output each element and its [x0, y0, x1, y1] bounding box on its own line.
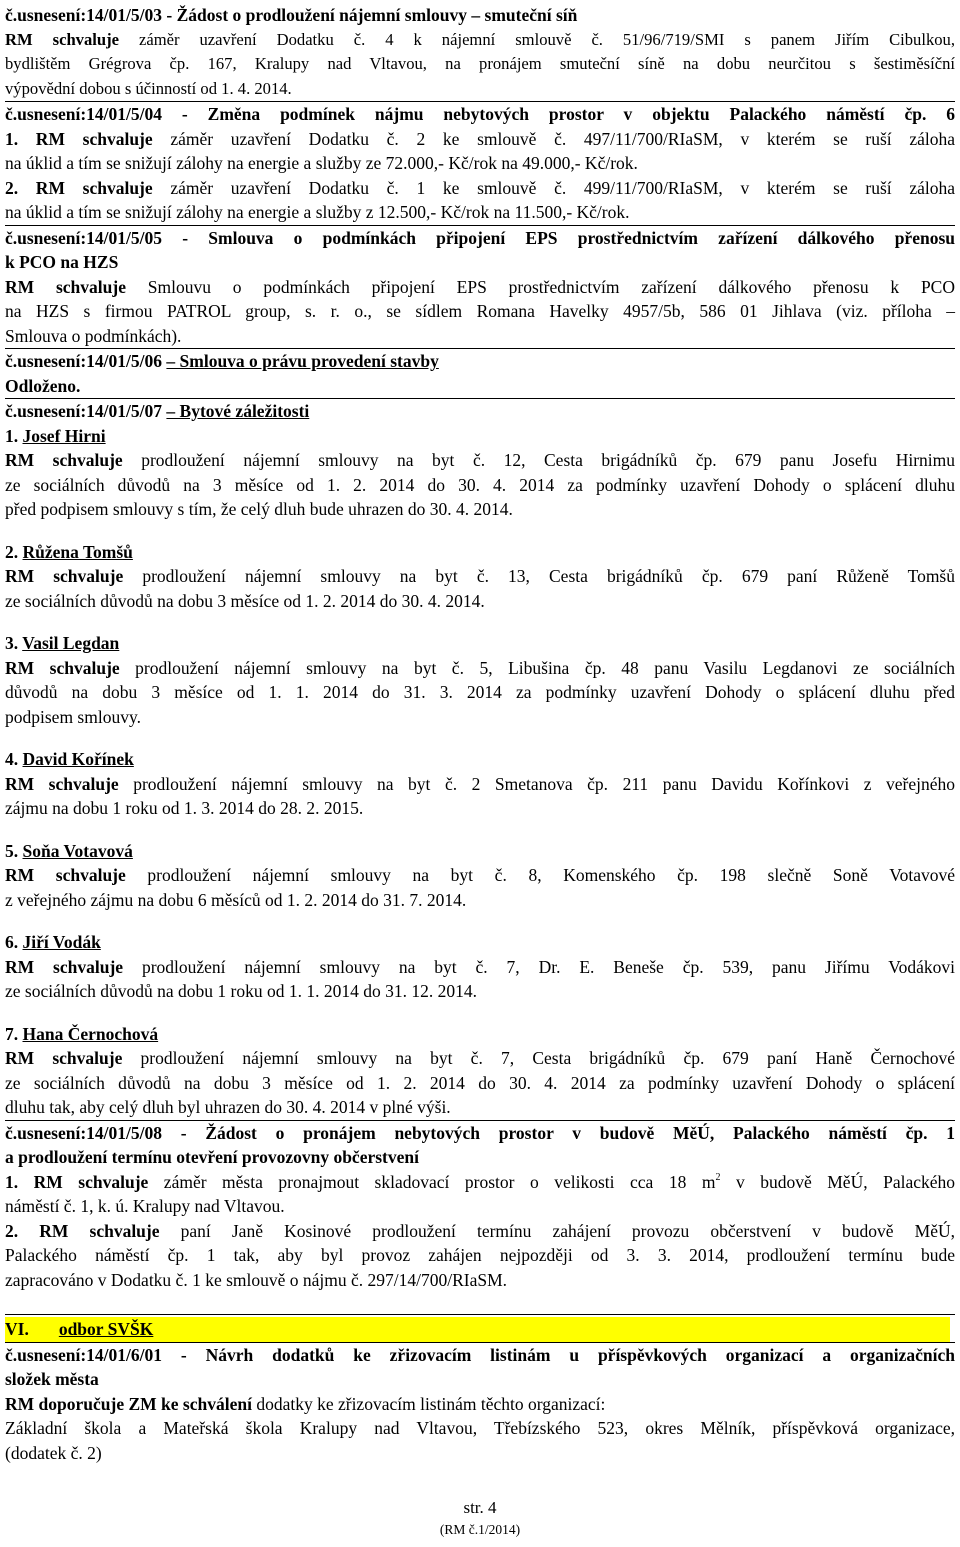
text-line [5, 1219, 955, 1244]
text-line [5, 1071, 955, 1096]
section-vi-number: VI. [5, 1319, 29, 1339]
bold-text: 1. RM schvaluje [5, 128, 153, 149]
bold-text: RM schvaluje [5, 956, 124, 977]
text-line [5, 772, 955, 797]
text-span: na úklid a tím se snižují zálohy na energie a služby z 12.500,- Kč/rok na 11.500,- Kč/rok. [5, 202, 630, 222]
bold-text: RM schvaluje [5, 29, 120, 49]
text-line [5, 680, 955, 705]
resolution-block [5, 3, 955, 101]
paragraph-spacer [5, 912, 955, 930]
text-line [5, 1170, 955, 1195]
paragraph-spacer [5, 1004, 955, 1022]
text-line [5, 1392, 955, 1417]
text-span: prodloužení nájemní smlouvy na byt č. 7, Cesta brigádníků čp. 679 paní Haně Černochové [122, 1048, 955, 1068]
text-line [5, 399, 955, 424]
bold-text: David Kořínek [22, 749, 134, 769]
section-vi-title: odbor SVŠK [58, 1319, 154, 1339]
text-line [5, 564, 955, 589]
resolution-block [5, 398, 955, 1120]
section-vi-body [5, 1342, 955, 1466]
bold-text: 5. [5, 840, 23, 861]
text-line [5, 540, 955, 565]
bold-text: RM schvaluje [5, 1048, 123, 1068]
text-line [5, 3, 955, 28]
text-line [5, 1046, 955, 1071]
text-span: zájmu na dobu 1 roku od 1. 3. 2014 do 28. 2. 2015. [5, 798, 364, 818]
resolution-block [5, 348, 955, 398]
text-span: prodloužení nájemní smlouvy na byt č. 13, Cesta brigádníků čp. 679 paní Růženě Tomšů [123, 566, 955, 586]
text-span: bydlištěm Grégrova čp. 167, Kralupy nad Vltavou, na pronájem smuteční síně na dobu neurčitou s šestiměsíční [5, 54, 955, 73]
page-footer [0, 1497, 960, 1541]
text-line [5, 1194, 955, 1219]
bold-text: 3. [5, 633, 23, 653]
section-vi [5, 1314, 955, 1465]
text-span: prodloužení nájemní smlouvy na byt č. 5, Libušina čp. 48 panu Vasilu Legdanovi ze sociálních [119, 657, 956, 678]
text-span: záměr města pronajmout skladovací prostor o velikosti cca 18 m [148, 1171, 716, 1192]
text-span: prodloužení nájemní smlouvy na byt č. 2 Smetanova čp. 211 panu Davidu Kořínkovi z veřejného [118, 773, 956, 794]
text-span: (dodatek č. 2) [5, 1442, 102, 1463]
resolution-heading: Odloženo. [5, 375, 81, 396]
bold-text: 7. [5, 1023, 23, 1044]
resolution-heading: č.usnesení:14/01/6/01 - Návrh dodatků ke zřizovacím listinám u příspěvkových organizací a organizačních [5, 1344, 955, 1365]
bold-text: Soňa Votavová [22, 840, 133, 861]
paragraph-spacer [5, 821, 955, 839]
text-span: důvodů na dobu 3 měsíce od 1. 1. 2014 do 31. 3. 2014 za podmínky uzavření Dohody o splácení dluhu před [5, 682, 955, 702]
resolution-heading: složek města [5, 1369, 99, 1389]
text-span: paní Janě Kosinové prodloužení termínu zahájení provozu občerstvení v budově MěÚ, [159, 1220, 956, 1241]
paragraph-spacer [5, 522, 955, 540]
resolution-heading: č.usnesení:14/01/5/08 - Žádost o pronájem nebytových prostor v budově MěÚ, Palackého náměstí čp. 1 [5, 1122, 955, 1143]
text-line [5, 796, 955, 821]
text-line [5, 473, 955, 498]
resolution-block [5, 225, 955, 349]
page-number: str. 4 [463, 1498, 497, 1517]
text-line [5, 176, 955, 201]
text-span: Smlouvu o podmínkách připojení EPS prostřednictvím zařízení dálkového přenosu k PCO [125, 276, 955, 297]
text-span: zapracováno v Dodatku č. 1 ke smlouvě o nájmu č. 297/14/700/RIaSM. [5, 1269, 508, 1290]
bold-text: RM schvaluje [5, 657, 120, 678]
text-line [5, 200, 955, 225]
text-span: záměr uzavření Dodatku č. 1 ke smlouvě č. 499/11/700/RIaSM, v kterém se ruší záloha [152, 177, 956, 198]
paragraph-spacer [5, 613, 955, 631]
text-line [5, 52, 955, 77]
text-line [5, 102, 955, 127]
text-span: v budově MěÚ, Palackého [720, 1171, 955, 1192]
bold-text: – Bytové záležitosti [166, 401, 310, 421]
text-span: záměr uzavření Dodatku č. 4 k nájemní smlouvě č. 51/96/719/SMI s panem Jiřím Cibulkou, [119, 29, 955, 49]
bold-text: Růžena Tomšů [22, 541, 133, 562]
text-line [5, 1243, 955, 1268]
text-span: prodloužení nájemní smlouvy na byt č. 8, Komenského čp. 198 slečně Soně Votavové [125, 865, 955, 885]
bold-text: RM doporučuje ZM ke schválení [5, 1393, 252, 1414]
text-line [5, 1022, 955, 1047]
bold-text: RM schvaluje [5, 865, 126, 885]
meeting-reference: (RM č.1/2014) [439, 1522, 521, 1537]
text-line [5, 349, 955, 374]
text-line [5, 930, 955, 955]
bold-text: Hana Černochová [22, 1023, 159, 1044]
text-line [5, 1145, 955, 1170]
text-span: z veřejného zájmu na dobu 6 měsíců od 1. 2. 2014 do 31. 7. 2014. [5, 889, 467, 910]
bold-text: 4. [5, 749, 23, 769]
resolution-heading: č.usnesení:14/01/5/05 - Smlouva o podmínkách připojení EPS prostřednictvím zařízení dálkového přenosu [5, 227, 955, 248]
text-line [5, 324, 955, 349]
section-vi-heading [5, 1314, 955, 1342]
text-span: na HZS s firmou PATROL group, s. r. o., se sídlem Romana Havelky 4957/5b, 586 01 Jihlava (viz. příloha – [5, 301, 955, 321]
text-line [5, 631, 955, 656]
text-span: podpisem smlouvy. [5, 706, 141, 727]
document-page [5, 3, 955, 1465]
resolution-block [5, 1120, 955, 1293]
bold-text: 2. RM schvaluje [5, 1220, 160, 1241]
text-span: dluhu tak, aby celý dluh byl uhrazen do 30. 4. 2014 v plné výši. [5, 1097, 451, 1117]
text-line [5, 839, 955, 864]
bold-text: 6. [5, 932, 23, 952]
text-line [5, 955, 955, 980]
text-line [5, 250, 955, 275]
text-line [5, 589, 955, 614]
text-line [5, 979, 955, 1004]
bold-text: – Smlouva o právu provedení stavby [166, 351, 439, 371]
text-line [5, 448, 955, 473]
text-span: ze sociálních důvodů na dobu 3 měsíce od 1. 2. 2014 do 30. 4. 2014 za podmínky uzavření Dohody o splácení [5, 1072, 955, 1093]
text-span: prodloužení nájemní smlouvy na byt č. 12, Cesta brigádníků čp. 679 panu Josefu Hirnimu [122, 450, 956, 470]
text-line [5, 275, 955, 300]
text-span: Základní škola a Mateřská škola Kralupy nad Vltavou, Třebízského 523, okres Mělník, příspěvková organizace, [5, 1418, 955, 1438]
text-line [5, 1367, 955, 1392]
text-line [5, 1416, 955, 1441]
text-span: ze sociálních důvodů na dobu 1 roku od 1. 1. 2014 do 31. 12. 2014. [5, 981, 477, 1001]
bold-text: č.usnesení:14/01/5/07 [5, 401, 167, 421]
bold-text: 2. RM schvaluje [5, 177, 153, 198]
text-line [5, 1441, 955, 1466]
text-span: Smlouva o podmínkách). [5, 325, 182, 346]
bold-text: RM schvaluje [5, 566, 124, 586]
text-line [5, 747, 955, 772]
text-line [5, 656, 955, 681]
text-line [5, 497, 955, 522]
text-span: ze sociálních důvodů na dobu 3 měsíce od 1. 2. 2014 do 30. 4. 2014. [5, 590, 485, 611]
bold-text: RM schvaluje [5, 450, 123, 470]
text-line [5, 28, 955, 53]
text-span: 2 [715, 1171, 721, 1183]
text-line [5, 151, 955, 176]
paragraph-spacer [5, 729, 955, 747]
text-line [5, 863, 955, 888]
text-line [5, 888, 955, 913]
text-line [5, 1121, 955, 1146]
text-line [5, 299, 955, 324]
text-span: náměstí č. 1, k. ú. Kralupy nad Vltavou. [5, 1196, 285, 1216]
text-line [5, 1343, 955, 1368]
bold-text: Josef Hirni [22, 425, 106, 446]
text-span: dodatky ke zřizovacím listinám těchto organizací: [251, 1393, 606, 1414]
resolution-heading: č.usnesení:14/01/5/03 - Žádost o prodloužení nájemní smlouvy – smuteční síň [5, 5, 578, 25]
text-line [5, 705, 955, 730]
text-span: výpovědní dobou s účinností od 1. 4. 2014. [5, 78, 292, 98]
text-line [5, 77, 955, 102]
bold-text: 2. [5, 541, 23, 562]
resolution-heading: k PCO na HZS [5, 252, 119, 272]
resolution-block [5, 101, 955, 225]
text-line [5, 374, 955, 399]
text-span: před podpisem smlouvy s tím, že celý dluh bude uhrazen do 30. 4. 2014. [5, 499, 513, 519]
text-line [5, 226, 955, 251]
text-line [5, 1268, 955, 1293]
bold-text: č.usnesení:14/01/5/06 [5, 351, 167, 371]
text-line [5, 127, 955, 152]
bold-text: Vasil Legdan [22, 633, 120, 653]
document-content [5, 3, 955, 1292]
resolution-heading: č.usnesení:14/01/5/04 - Změna podmínek nájmu nebytových prostor v objektu Palackého náměstí čp. 6 [5, 104, 955, 124]
text-span: Palackého náměstí čp. 1 tak, aby byl provoz zahájen nejpozději od 3. 3. 2014, prodloužení termínu bude [5, 1245, 955, 1265]
text-span: ze sociálních důvodů na 3 měsíce od 1. 2. 2014 do 30. 4. 2014 za podmínky uzavření Dohody o splácení dluhu [5, 474, 955, 495]
text-span: záměr uzavření Dodatku č. 2 ke smlouvě č. 497/11/700/RIaSM, v kterém se ruší záloha [152, 128, 956, 149]
text-line [5, 1095, 955, 1120]
text-line [5, 424, 955, 449]
bold-text: Jiří Vodák [22, 932, 101, 952]
bold-text: 1. [5, 425, 23, 446]
text-span: prodloužení nájemní smlouvy na byt č. 7, Dr. E. Beneše čp. 539, panu Jiřímu Vodákovi [123, 956, 955, 977]
resolution-heading: a prodloužení termínu otevření provozovny občerstvení [5, 1147, 419, 1167]
bold-text: 1. RM schvaluje [5, 1171, 149, 1192]
bold-text: RM schvaluje [5, 773, 119, 794]
text-span: na úklid a tím se snižují zálohy na energie a služby ze 72.000,- Kč/rok na 49.000,- Kč/rok. [5, 153, 638, 173]
bold-text: RM schvaluje [5, 276, 126, 297]
